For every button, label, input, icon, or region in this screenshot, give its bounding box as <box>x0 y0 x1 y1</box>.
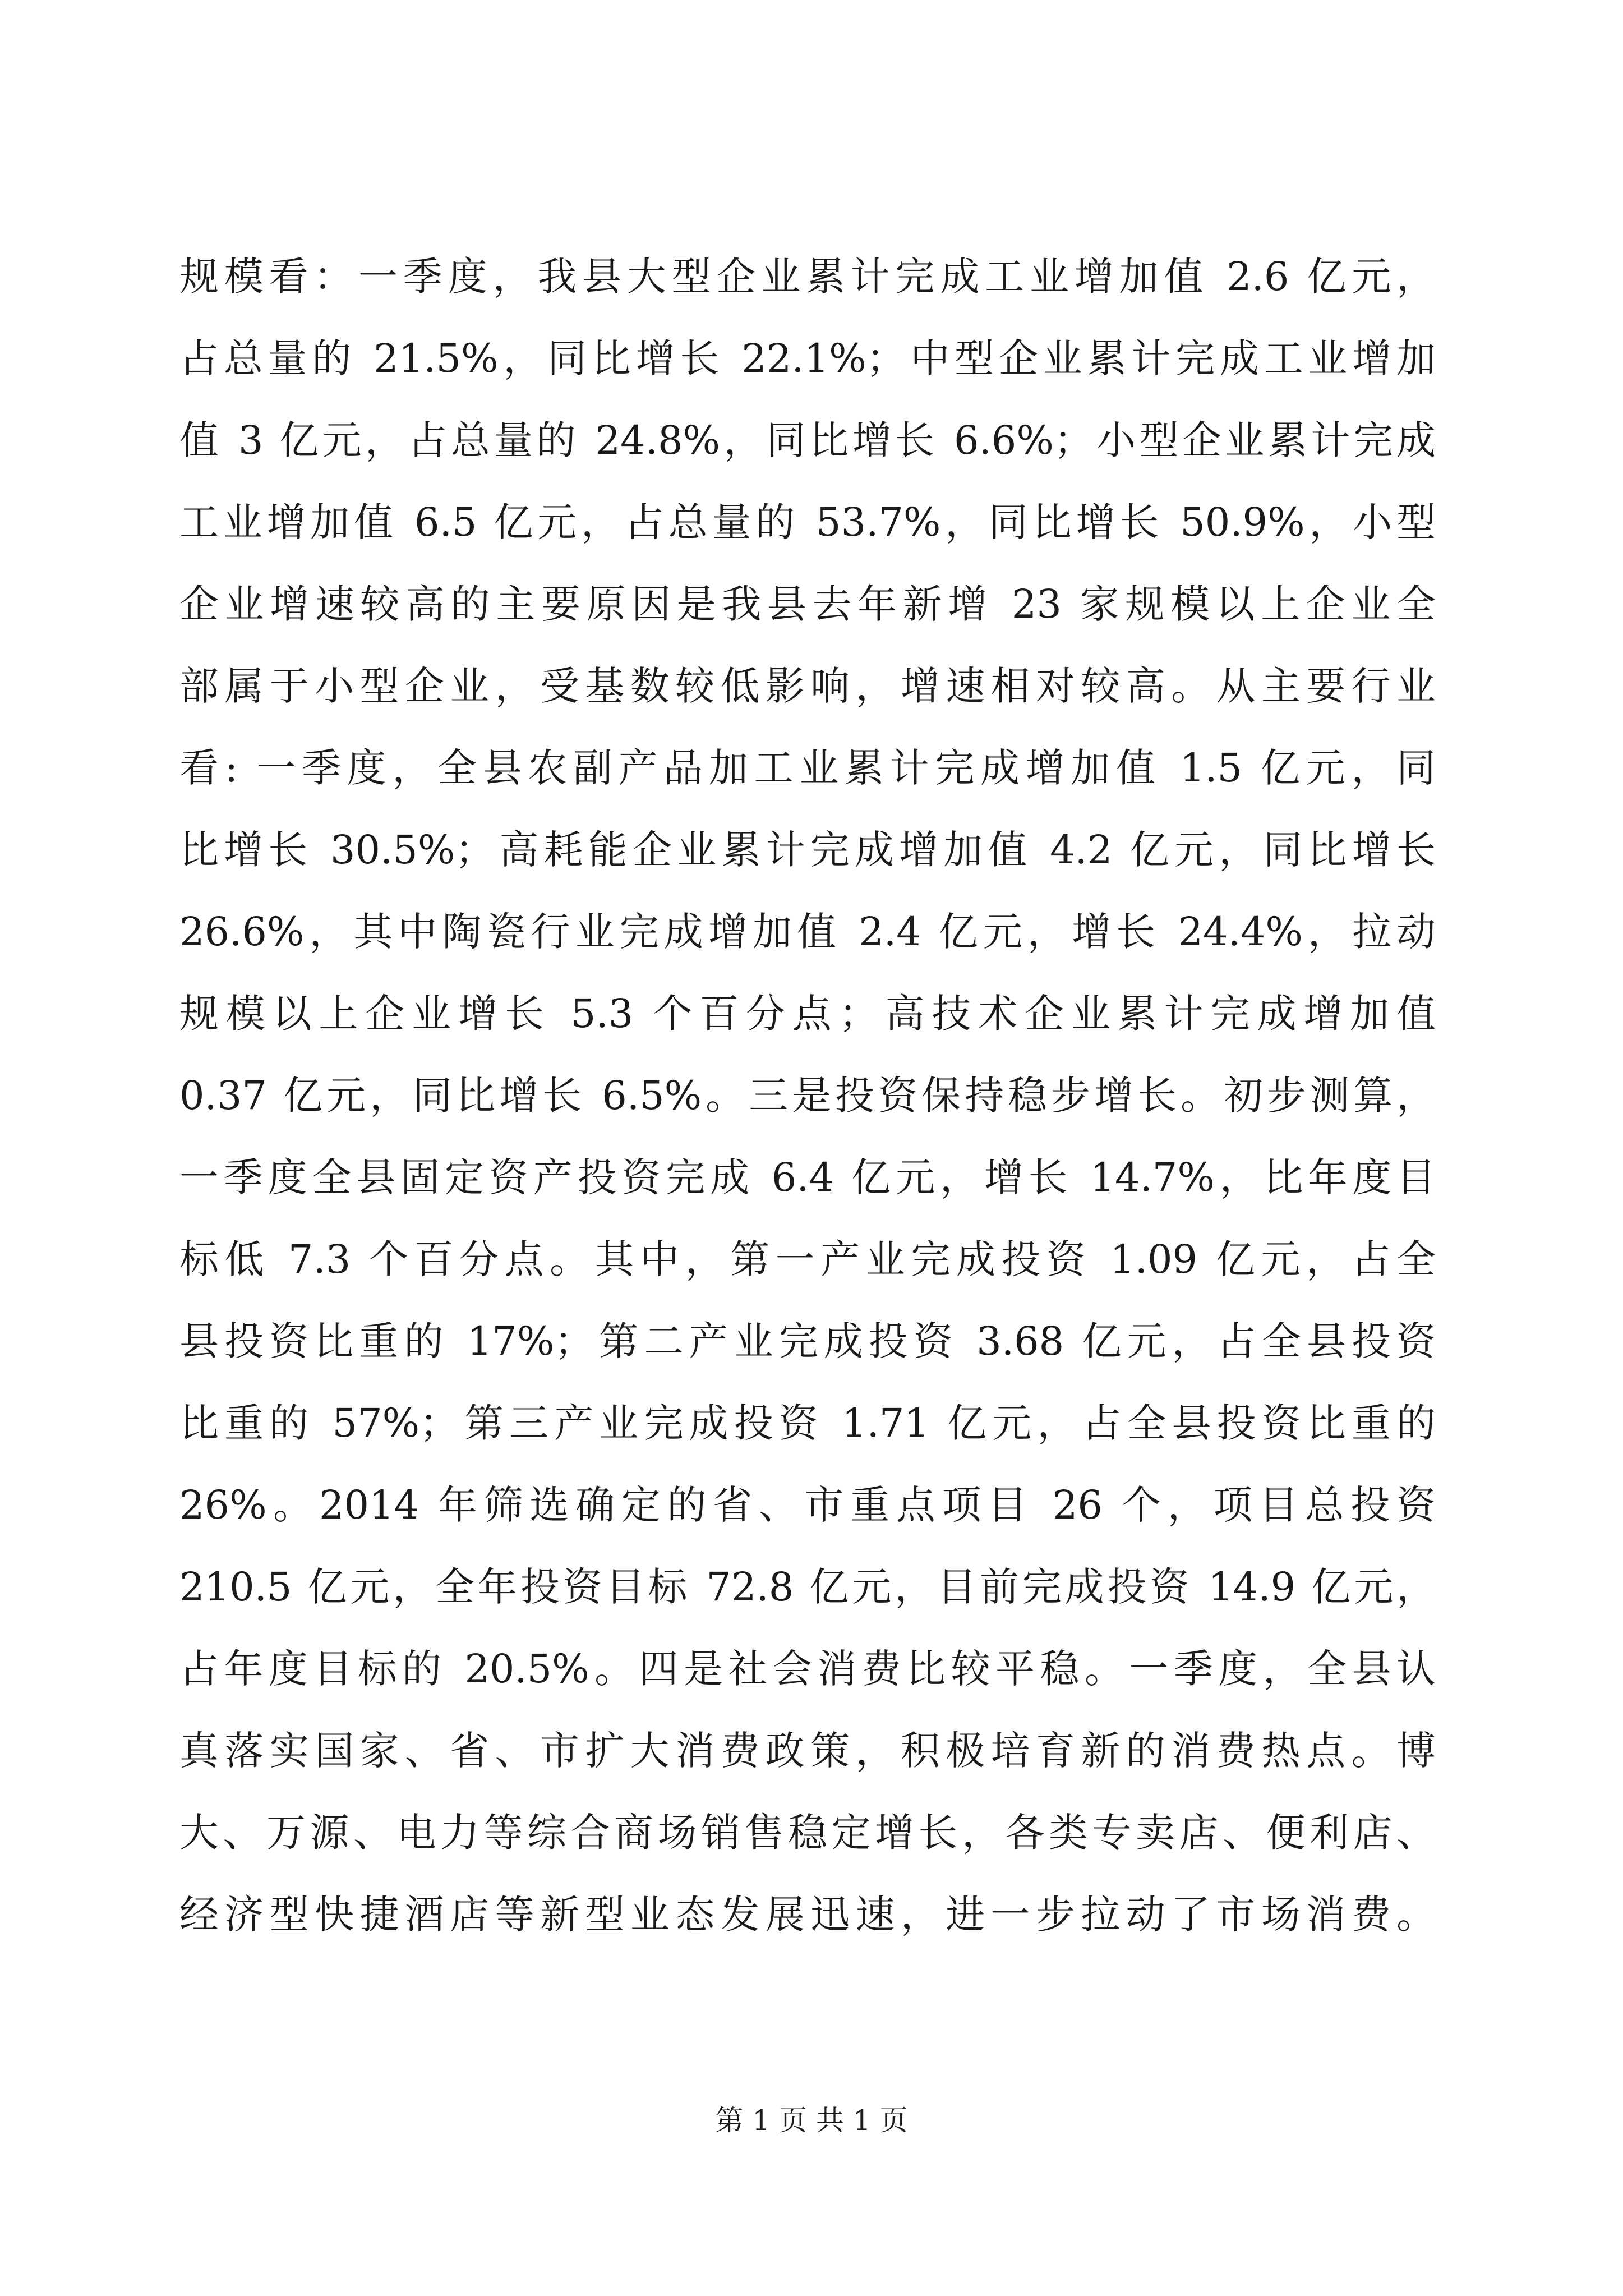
text-line: 210.5 亿元，全年投资目标 72.8 亿元，目前完成投资 14.9 亿元， <box>179 1564 1436 1610</box>
text-line: 经济型快捷酒店等新型业态发展迅速，进一步拉动了市场消费。 <box>179 1892 1436 1938</box>
text-line: 26%。2014 年筛选确定的省、市重点项目 26 个，项目总投资 <box>179 1482 1436 1528</box>
page-number-footer: 第 1 页 共 1 页 <box>715 2104 908 2137</box>
text-line: 规模看：一季度，我县大型企业累计完成工业增加值 2.6 亿元， <box>179 254 1436 300</box>
text-line: 县投资比重的 17%；第二产业完成投资 3.68 亿元，占全县投资 <box>179 1318 1436 1364</box>
body-paragraph <box>179 236 1436 1955</box>
text-line: 工业增加值 6.5 亿元，占总量的 53.7%，同比增长 50.9%，小型 <box>179 499 1436 545</box>
text-line: 规模以上企业增长 5.3 个百分点；高技术企业累计完成增加值 <box>179 991 1436 1037</box>
text-line: 26.6%，其中陶瓷行业完成增加值 2.4 亿元，增长 24.4%，拉动 <box>179 909 1436 955</box>
text-line: 比重的 57%；第三产业完成投资 1.71 亿元，占全县投资比重的 <box>179 1400 1436 1446</box>
text-line: 值 3 亿元，占总量的 24.8%，同比增长 6.6%；小型企业累计完成 <box>179 417 1436 463</box>
text-line: 看: 一季度，全县农副产品加工业累计完成增加值 1.5 亿元，同 <box>179 745 1436 791</box>
text-line: 0.37 亿元，同比增长 6.5%。三是投资保持稳步增长。初步测算， <box>179 1073 1436 1119</box>
text-line: 企业增速较高的主要原因是我县去年新增 23 家规模以上企业全 <box>179 581 1436 627</box>
text-line: 占总量的 21.5%，同比增长 22.1%；中型企业累计完成工业增加 <box>179 335 1436 381</box>
text-line: 占年度目标的 20.5%。四是社会消费比较平稳。一季度，全县认 <box>179 1646 1436 1692</box>
text-line: 真落实国家、省、市扩大消费政策，积极培育新的消费热点。博 <box>179 1728 1436 1774</box>
text-line: 比增长 30.5%；高耗能企业累计完成增加值 4.2 亿元，同比增长 <box>179 827 1436 873</box>
text-line: 一季度全县固定资产投资完成 6.4 亿元，增长 14.7%，比年度目 <box>179 1154 1436 1200</box>
text-line: 部属于小型企业，受基数较低影响，增速相对较高。从主要行业 <box>179 663 1436 709</box>
text-line: 大、万源、电力等综合商场销售稳定增长，各类专卖店、便利店、 <box>179 1810 1436 1856</box>
text-line: 标低 7.3 个百分点。其中，第一产业完成投资 1.09 亿元，占全 <box>179 1236 1436 1282</box>
